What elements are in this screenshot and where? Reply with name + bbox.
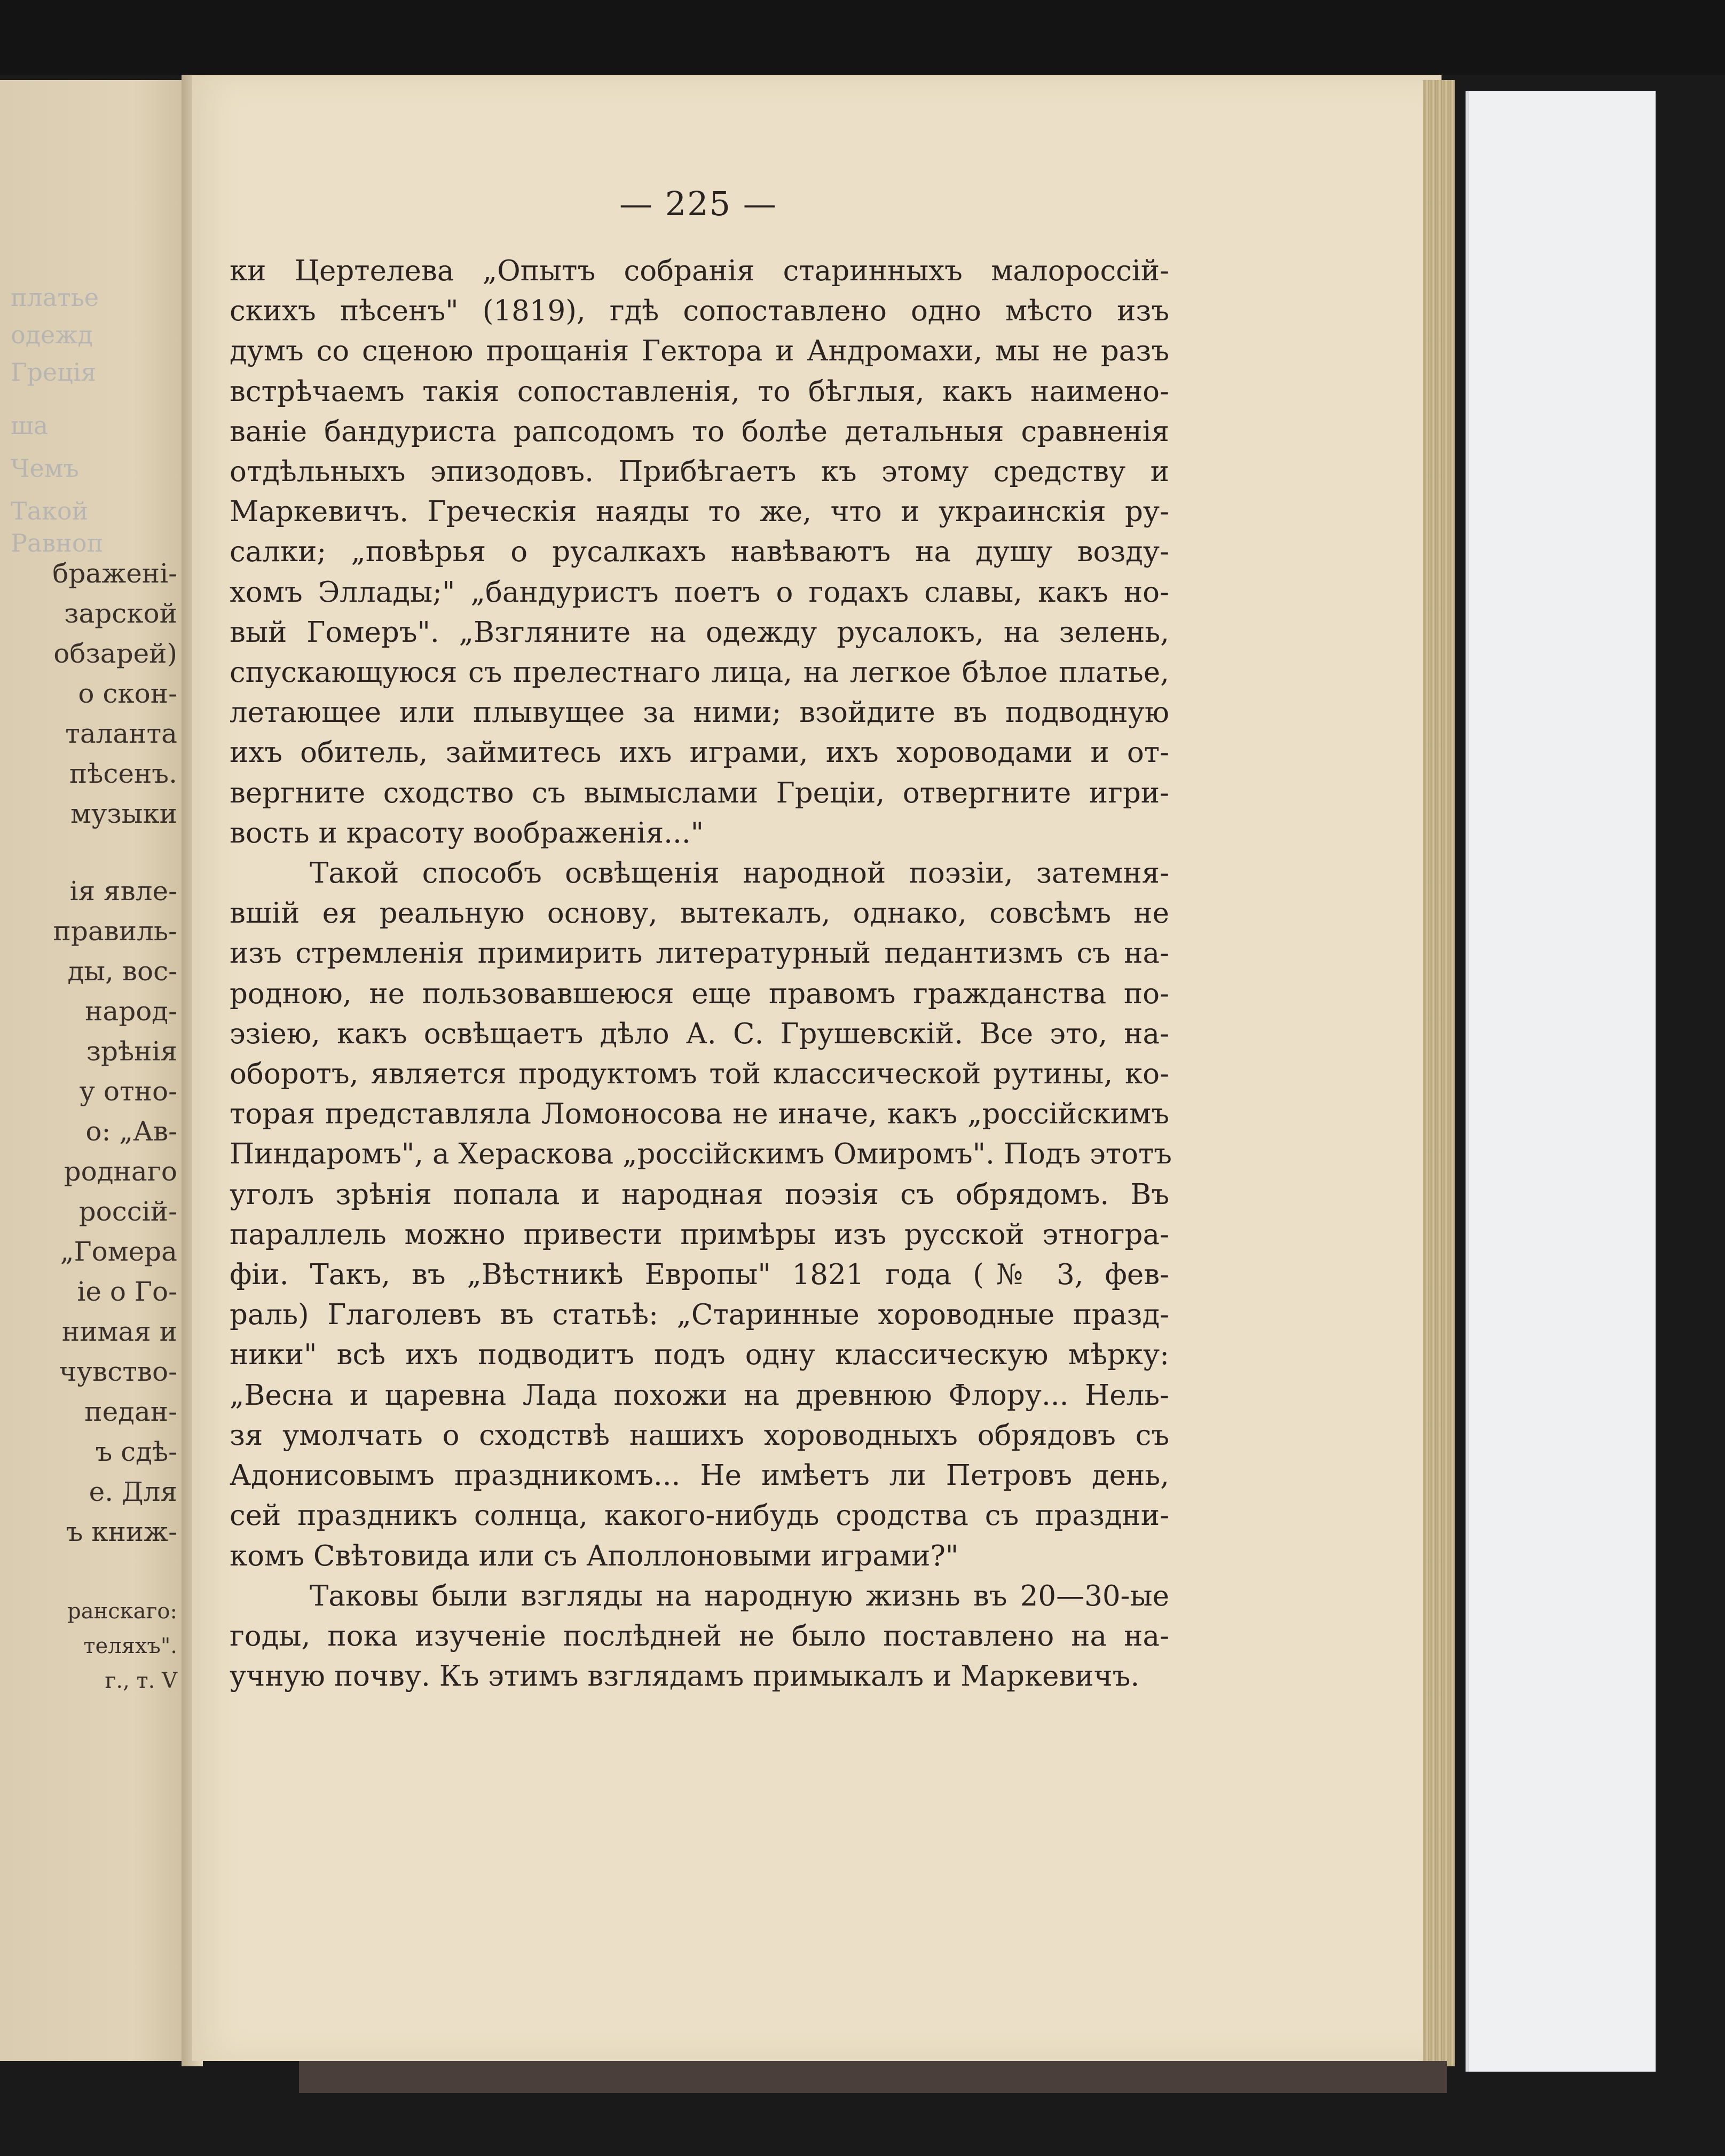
left-page-line: iя явле- bbox=[69, 876, 177, 907]
page-edges bbox=[1423, 80, 1455, 2066]
text-line: уголъ зрѣнiя попала и народная поэзiя съ обрядомъ. Въ bbox=[230, 1178, 1169, 1211]
text-line: ихъ обитель, займитесь ихъ играми, ихъ хороводами и от- bbox=[230, 736, 1169, 769]
text-line: скихъ пѣсенъ" (1819), гдѣ сопоставлено одно мѣсто изъ bbox=[230, 295, 1169, 328]
text-line: ки Цертелева „Опытъ собранiя старинныхъ малороссiй- bbox=[230, 255, 1169, 287]
text-line: оборотъ, является продуктомъ той классической рутины, ко- bbox=[230, 1058, 1169, 1091]
left-page-line: о: „Ав- bbox=[85, 1116, 177, 1147]
left-page-line: ды, вос- bbox=[67, 956, 177, 987]
left-page-line: у отно- bbox=[79, 1076, 177, 1107]
bleed-through-line: Такой bbox=[11, 497, 89, 525]
left-page-line: россiй- bbox=[78, 1196, 177, 1227]
left-page-line: народ- bbox=[85, 996, 177, 1027]
left-page-line: зрѣнiя bbox=[86, 1036, 177, 1067]
text-line: хомъ Эллады;" „бандуристъ поетъ о годахъ славы, какъ но- bbox=[230, 576, 1169, 609]
text-line: вшiй ея реальную основу, вытекалъ, однако, совсѣмъ не bbox=[230, 897, 1169, 930]
text-line: Пиндаромъ", а Хераскова „россiйскимъ Омиромъ". Подъ этотъ bbox=[230, 1138, 1172, 1171]
left-page-line: обзарей) bbox=[53, 638, 177, 669]
book-cover-edge bbox=[299, 2061, 1447, 2093]
text-line: зя умолчать о сходствѣ нашихъ хороводныхъ обрядовъ съ bbox=[230, 1419, 1169, 1452]
text-line: Таковы были взгляды на народную жизнь въ 20—30-ые bbox=[310, 1579, 1169, 1612]
bleed-through-line: Чемъ bbox=[11, 454, 79, 483]
left-page-line: чувство- bbox=[59, 1356, 177, 1387]
bleed-through-line: платье bbox=[11, 283, 99, 312]
paragraph bbox=[230, 1576, 1169, 1697]
left-page-line: „Гомера bbox=[60, 1236, 177, 1267]
left-page-footnote: теляхъ". bbox=[83, 1634, 177, 1658]
text-line: салки; „повѣрья о русалкахъ навѣваютъ на душу возду- bbox=[230, 536, 1169, 569]
text-line: ванiе бандуриста рапсодомъ то болѣе детальныя сравненiя bbox=[230, 415, 1169, 448]
text-line: годы, пока изученiе послѣдней не было поставлено на на- bbox=[230, 1619, 1169, 1653]
text-line: думъ со сценою прощанiя Гектора и Андромахи, мы не разъ bbox=[230, 335, 1169, 368]
page-number: — 225 — bbox=[619, 184, 777, 223]
left-page-line: музыки bbox=[70, 798, 177, 829]
text-line: изъ стремленiя примирить литературный педантизмъ съ на- bbox=[230, 937, 1169, 970]
main-text-body bbox=[230, 251, 1172, 1696]
text-line: сей праздникъ солнца, какого-нибудь сродства съ праздни- bbox=[230, 1499, 1169, 1532]
text-line: фiи. Такъ, въ „Вѣстникѣ Европы" 1821 года (№ 3, фев- bbox=[230, 1258, 1169, 1292]
paragraph bbox=[230, 251, 1169, 853]
left-page-line: о скон- bbox=[78, 678, 177, 709]
text-line: отдѣльныхъ эпизодовъ. Прибѣгаетъ къ этому средству и bbox=[230, 455, 1169, 489]
text-line: комъ Свѣтовида или съ Аполлоновыми играми?" bbox=[230, 1539, 959, 1572]
text-line: ники" всѣ ихъ подводитъ подъ одну классическую мѣрку: bbox=[230, 1339, 1169, 1372]
bleed-through-line: ша bbox=[11, 411, 49, 440]
left-page-line: педан- bbox=[84, 1396, 177, 1427]
left-page-line: таланта bbox=[65, 718, 177, 749]
text-line: торая представляла Ломоносова не иначе, какъ „россiйскимъ bbox=[230, 1098, 1169, 1131]
bleed-through-line: Равноп bbox=[11, 529, 104, 557]
text-line: раль) Глаголевъ въ статьѣ: „Старинные хороводные празд- bbox=[230, 1299, 1169, 1332]
left-page-line: е. Для bbox=[89, 1476, 177, 1507]
text-line: спускающуюся съ прелестнаго лица, на легкое бѣлое платье, bbox=[230, 656, 1169, 689]
left-page-line: зарской bbox=[64, 598, 177, 629]
text-line: Маркевичъ. Греческiя наяды то же, что и украинскiя ру- bbox=[230, 495, 1169, 529]
text-line: встрѣчаемъ такiя сопоставленiя, то бѣглыя, какъ наимено- bbox=[230, 375, 1169, 408]
bleed-through-line: одежд bbox=[11, 320, 93, 349]
left-page-fragment bbox=[0, 80, 191, 2061]
left-page-line: iе о Го- bbox=[77, 1276, 177, 1307]
text-line: Адонисовымъ праздникомъ... Не имѣетъ ли Петровъ день, bbox=[230, 1459, 1169, 1492]
left-page-line: ъ сдѣ- bbox=[95, 1436, 177, 1467]
left-page-line: пѣсенъ. bbox=[69, 758, 177, 789]
text-line: вергните сходство съ вымыслами Грецiи, отвергните игри- bbox=[230, 776, 1169, 809]
text-line: эзiею, какъ освѣщаетъ дѣло А. С. Грушевскiй. Все это, на- bbox=[230, 1017, 1169, 1050]
left-page-line: роднаго bbox=[64, 1156, 177, 1187]
left-page-line: ъ книж- bbox=[66, 1516, 177, 1547]
bleed-through-line: Грецiя bbox=[11, 358, 97, 387]
text-line: „Весна и царевна Лада похожи на древнюю Флору... Нель- bbox=[230, 1379, 1169, 1412]
left-page-line: правиль- bbox=[53, 916, 177, 947]
text-line: вый Гомеръ". „Взгляните на одежду русалокъ, на зелень, bbox=[230, 616, 1169, 649]
left-page-line: нимая и bbox=[61, 1316, 177, 1347]
left-page-footnote: ранскаго: bbox=[67, 1599, 177, 1624]
left-page-line: браженi- bbox=[52, 558, 177, 589]
text-line: летающее или плывущее за ними; взойдите въ подводную bbox=[230, 696, 1169, 729]
background-top bbox=[0, 0, 1725, 75]
text-line: родною, не пользовавшеюся еще правомъ гражданства по- bbox=[230, 977, 1169, 1010]
white-backing-sheet bbox=[1466, 91, 1656, 2072]
left-page-footnote: г., т. V bbox=[105, 1669, 177, 1693]
text-line: параллель можно привести примѣры изъ русской этногра- bbox=[230, 1218, 1169, 1251]
text-line: Такой способъ освѣщенiя народной поэзiи, затемня- bbox=[310, 857, 1169, 890]
text-line: учную почву. Къ этимъ взглядамъ примыкалъ и Маркевичъ. bbox=[230, 1660, 1140, 1693]
text-line: вость и красоту воображенiя..." bbox=[230, 816, 704, 849]
paragraph bbox=[230, 853, 1172, 1576]
